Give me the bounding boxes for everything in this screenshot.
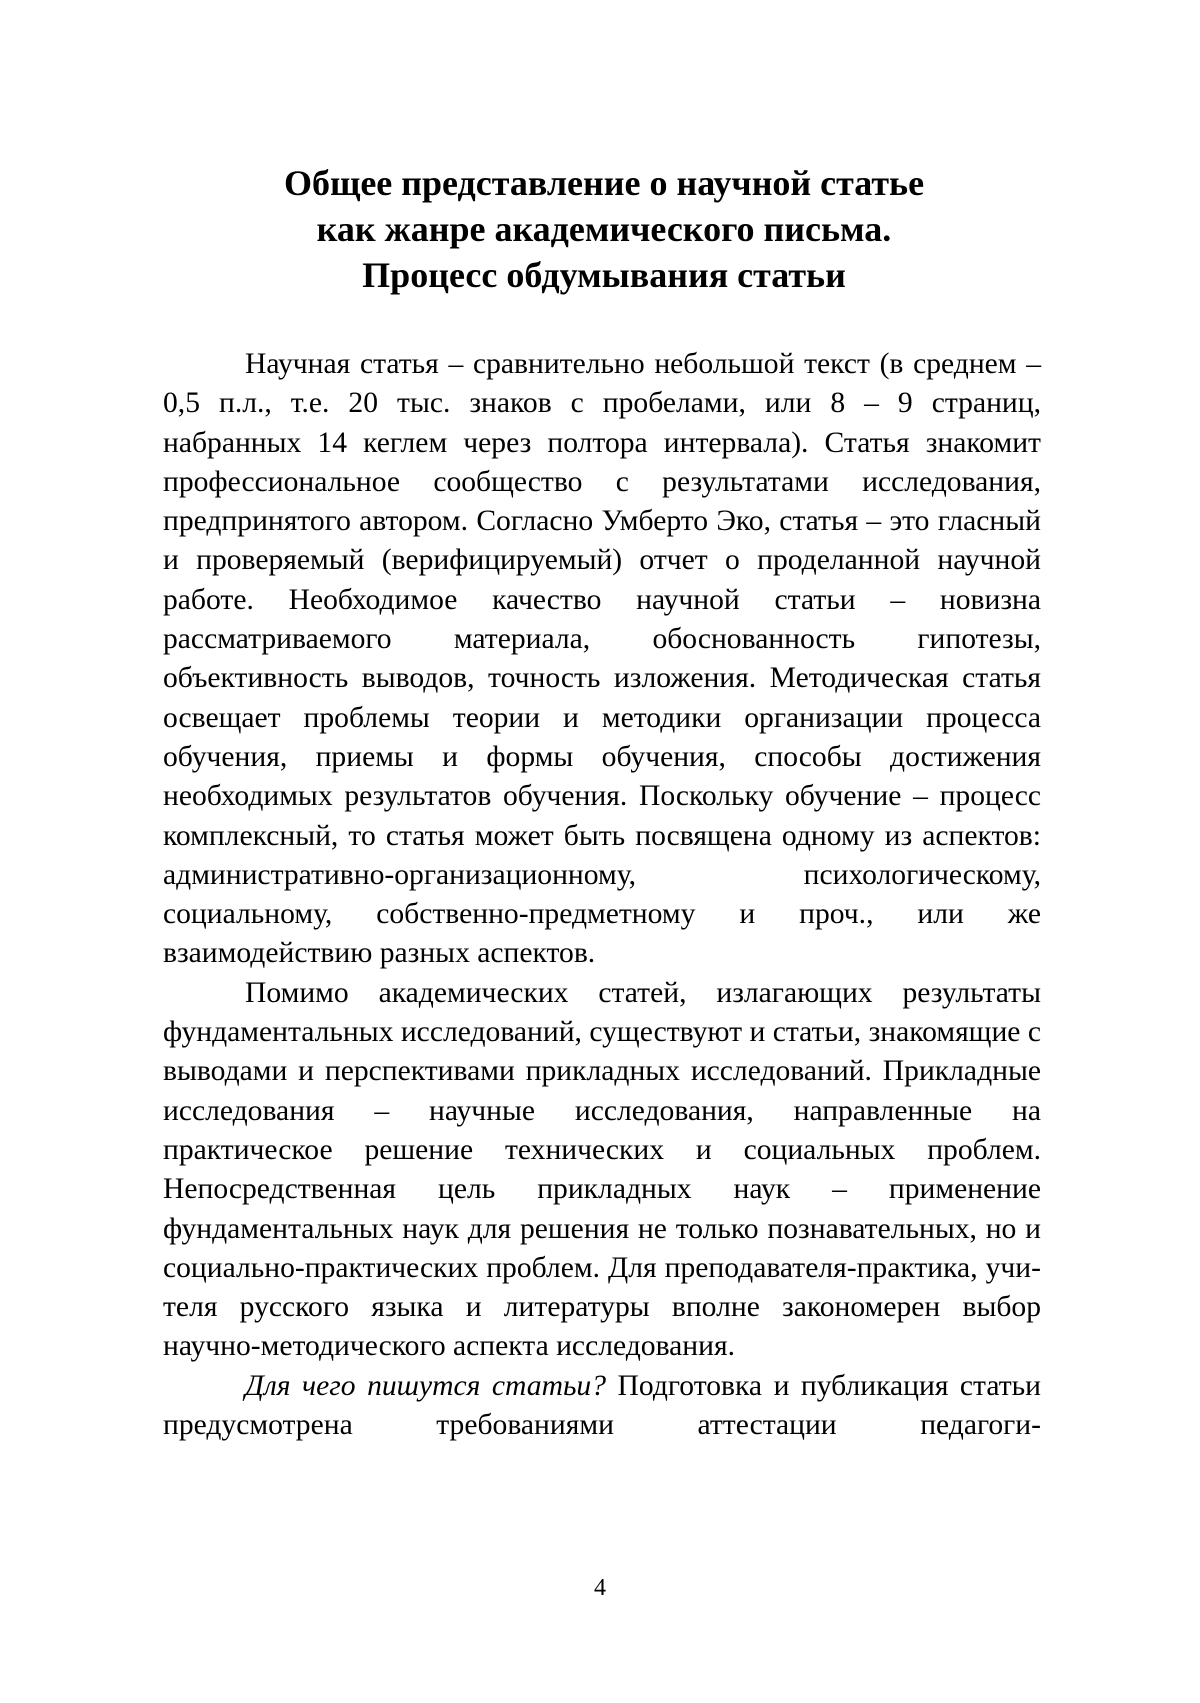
- title-line-3: Процесс обдумывания статьи: [150, 252, 1058, 298]
- paragraph-3: [163, 1367, 1041, 1446]
- title-line-1: Общее представление о научной статье: [150, 160, 1058, 206]
- body-text: [163, 345, 1041, 1445]
- paragraph-3-text: Подготовка и публикация статьи предусмотрена требованиями аттестации педагоги-: [163, 1370, 1041, 1441]
- title-line-2: как жанре академического письма.: [150, 206, 1058, 252]
- paragraph-2: Помимо академических статей, излагающих резуль­таты фундаментальных исследований, существуют и ста­тьи, знакомящие с выводами и перспективами прикладных исследований. Прикладные исследования – научные иссле­дования, направленные на практическое решение техниче­ских и социальных проблем. Непосредственная цель при­кладных наук – применение фундаментальных наук для решения не только познавательных, но и социально-практических проблем. Для преподавателя-практика, учи­теля русского языка и литературы вполне закономерен вы­бор научно-методического аспекта исследования.: [163, 974, 1041, 1367]
- document-page: [0, 0, 1200, 1703]
- paragraph-1: Научная статья – сравнительно небольшой текст (в среднем – 0,5 п.л., т.е. 20 тыс. знаков с пробелами, или 8 – 9 страниц, набранных 14 кеглем через полтора интервала). Статья знакомит профессиональное сообщество с резуль­татами исследования, предпринятого автором. Согласно Умберто Эко, статья – это гласный и проверяемый (вери­фицируемый) отчет о проделанной научной работе. Необ­ходимое качество научной статьи – новизна рассматривае­мого материала, обоснованность гипотезы, объективность выводов, точность изложения. Методическая статья осве­щает проблемы теории и методики организации процесса обучения, приемы и формы обучения, способы достижения необходимых результатов обучения. Поскольку обучение – процесс комплексный, то статья может быть посвящена одному из аспектов: административно-организационному, психологическому, социальному, собственно-предметному и проч., или же взаимодействию разных аспектов.: [163, 345, 1041, 974]
- page-number: 4: [0, 1573, 1200, 1603]
- paragraph-3-italic-question: Для чего пишутся статьи?: [245, 1370, 606, 1402]
- page-title: [150, 160, 1058, 298]
